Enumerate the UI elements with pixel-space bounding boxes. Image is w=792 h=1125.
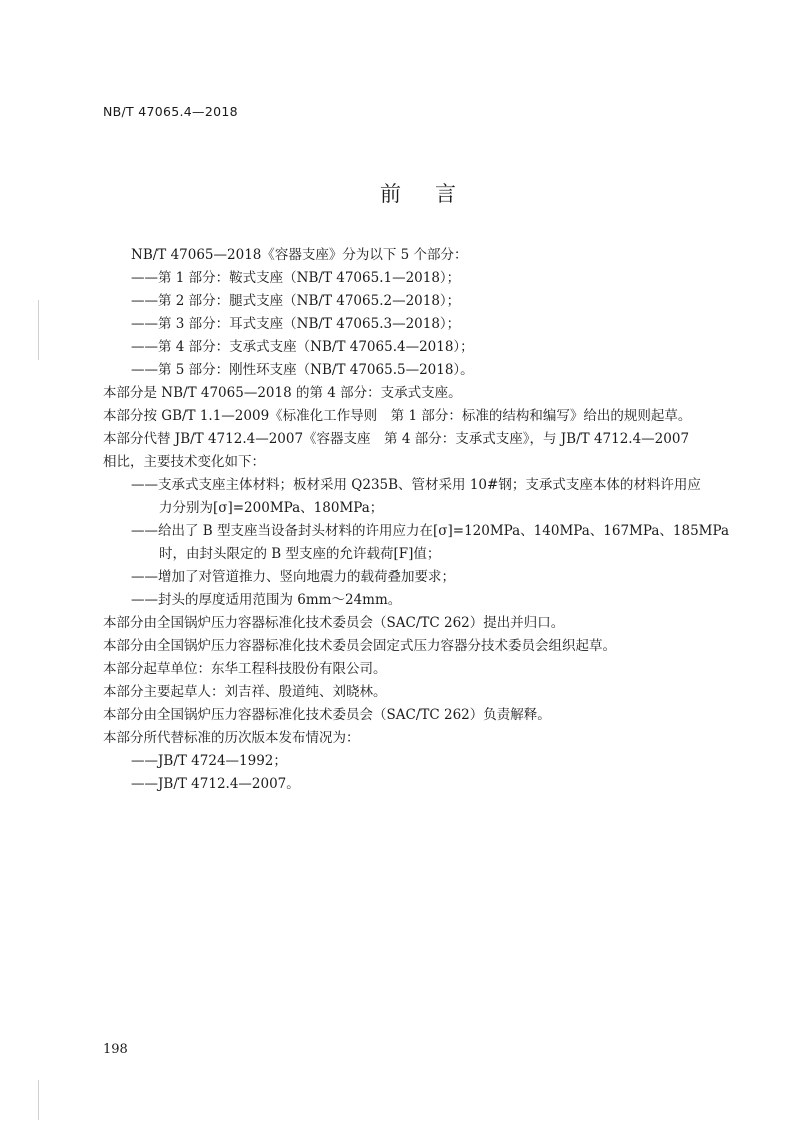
paragraph-previous-editions: 本部分所代替标准的历次版本发布情况为： (103, 730, 360, 746)
paragraph-parts-intro: NB/T 47065—2018《容器支座》分为以下 5 个部分： (131, 247, 468, 263)
paragraph-main-drafters: 本部分主要起草人：刘吉祥、殷道纯、刘晓林。 (103, 684, 387, 700)
paragraph-interpretation: 本部分由全国锅炉压力容器标准化技术委员会（SAC/TC 262）负责解释。 (103, 707, 551, 723)
list-item-part-5: ——第 5 部分：刚性环支座（NB/T 47065.5—2018）。 (131, 362, 474, 378)
list-item-change-material: ——支承式支座主体材料；板材采用 Q235B、管材采用 10#钢；支承式支座本体的材料许用应 (131, 477, 701, 493)
list-item-part-2: ——第 2 部分：腿式支座（NB/T 47065.2—2018）； (131, 293, 461, 309)
list-item-change-load-combination: ——增加了对管道推力、竖向地震力的载荷叠加要求； (131, 569, 455, 585)
paragraph-drafting-unit: 本部分起草单位：东华工程科技股份有限公司。 (103, 661, 387, 677)
list-item-change-allowable-load-continued: 时，由封头限定的 B 型支座的允许载荷[F]值； (159, 546, 441, 562)
paragraph-replaces-continued: 相比，主要技术变化如下： (103, 454, 265, 470)
paragraph-drafting-rules: 本部分按 GB/T 1.1—2009《标准化工作导则 第 1 部分：标准的结构和编写》给出的规则起草。 (103, 408, 692, 424)
foreword-body (103, 244, 753, 796)
page-number: 198 (103, 1042, 128, 1057)
list-item-part-3: ——第 3 部分：耳式支座（NB/T 47065.3—2018）； (131, 316, 461, 332)
page-title: 前言 (380, 182, 490, 206)
list-item-change-allowable-load: ——给出了 B 型支座当设备封头材料的许用应力在[σ]=120MPa、140MPa、167MPa、185MPa (131, 523, 730, 539)
list-item-edition-1992: ——JB/T 4724—1992； (131, 753, 287, 769)
list-item-change-thickness-range: ——封头的厚度适用范围为 6mm～24mm。 (131, 592, 402, 608)
list-item-edition-2007: ——JB/T 4712.4—2007。 (131, 776, 300, 792)
standard-number-header: NB/T 47065.4—2018 (103, 104, 238, 119)
list-item-part-4: ——第 4 部分：支承式支座（NB/T 47065.4—2018）； (131, 339, 474, 355)
scan-edge-mark (38, 300, 39, 360)
paragraph-this-part: 本部分是 NB/T 47065—2018 的第 4 部分：支承式支座。 (103, 385, 462, 401)
paragraph-organized-by: 本部分由全国锅炉压力容器标准化技术委员会固定式压力容器分技术委员会组织起草。 (103, 638, 616, 654)
paragraph-proposed-by: 本部分由全国锅炉压力容器标准化技术委员会（SAC/TC 262）提出并归口。 (103, 615, 565, 631)
scan-edge-mark (38, 1080, 39, 1120)
list-item-change-material-continued: 力分别为[σ]=200MPa、180MPa； (159, 500, 384, 516)
list-item-part-1: ——第 1 部分：鞍式支座（NB/T 47065.1—2018）； (131, 270, 461, 286)
paragraph-replaces: 本部分代替 JB/T 4712.4—2007《容器支座 第 4 部分：支承式支座》，与 JB/T 4712.4—2007 (103, 431, 690, 447)
